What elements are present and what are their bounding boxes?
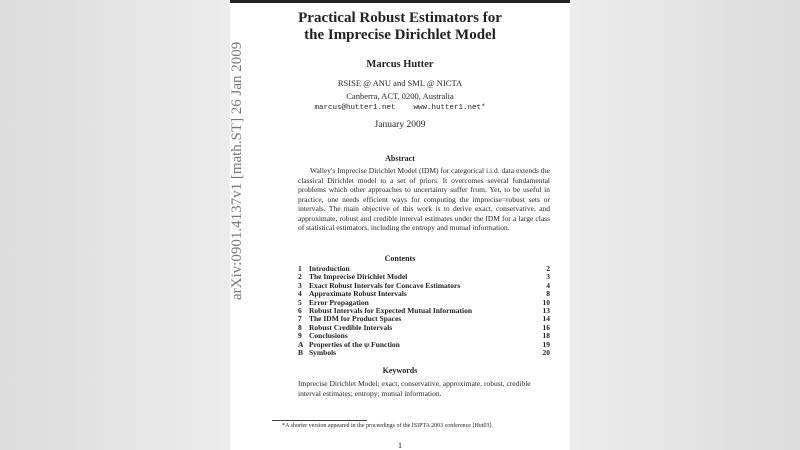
toc-page: 3 — [546, 272, 550, 282]
toc-page: 16 — [542, 322, 550, 332]
table-of-contents — [298, 265, 550, 357]
toc-label: Properties of the ψ Function — [309, 339, 400, 349]
page-number: 1 — [397, 440, 403, 450]
toc-number: A — [298, 339, 304, 349]
toc-number: 3 — [298, 280, 302, 290]
arxiv-stamp: arXiv:0901.4137v1 [math.ST] 26 Jan 2009 — [229, 41, 245, 300]
paper-page — [230, 0, 570, 450]
toc-label: Robust Credible Intervals — [309, 322, 393, 332]
toc-number: B — [298, 347, 304, 357]
toc-page: 19 — [542, 339, 550, 349]
toc-number: 2 — [298, 272, 302, 282]
contact: marcus@hutter1.net www.hutter1.net* — [314, 104, 486, 112]
abstract-heading: Abstract — [385, 154, 415, 163]
title-line-1: Practical Robust Estimators for — [298, 10, 502, 26]
footnote-rule — [272, 420, 367, 421]
address: Canberra, ACT, 0200, Australia — [346, 91, 454, 101]
toc-label: Symbols — [309, 347, 337, 357]
contents-heading: Contents — [384, 254, 416, 263]
toc-label: Exact Robust Intervals for Concave Estimators — [309, 280, 461, 290]
author: Marcus Hutter — [366, 59, 434, 70]
toc-number: 1 — [298, 264, 302, 273]
toc-number: 4 — [298, 289, 302, 299]
toc-number: 8 — [298, 322, 302, 332]
keywords-text: Imprecise Dirichlet Model; exact, conservative, approximate, robust, credible interval estimates; entropy; mutual information. — [298, 379, 531, 398]
toc-page: 13 — [542, 305, 550, 315]
abstract-text: Walley's Imprecise Dirichlet Model (IDM) for categorical i.i.d. data extends the classical Dirichlet model to a set of priors. It overcomes several fundamental problems which other approaches to uncertainty suffer from. Yet, to be useful in practice, one needs efficient ways for computing the imprecise=robust sets or intervals. The main objective of this work is to derive exact, conservative, and approximate, robust and credible interval estimates under the IDM for a large class of statistical estimators, including the entropy and mutual information. — [298, 166, 550, 232]
toc-label: Approximate Robust Intervals — [309, 289, 407, 299]
affiliation: RSISE @ ANU and SML @ NICTA — [337, 78, 463, 88]
toc-label: The Imprecise Dirichlet Model — [309, 272, 408, 282]
top-rule — [230, 0, 570, 3]
title-line-2: the Imprecise Dirichlet Model — [304, 27, 496, 43]
toc-page: 18 — [542, 331, 550, 341]
toc-number: 9 — [298, 331, 302, 341]
toc-page: 4 — [546, 280, 550, 290]
toc-page: 10 — [542, 297, 550, 307]
toc-label: Conclusions — [309, 331, 348, 341]
toc-number: 6 — [298, 305, 302, 315]
keywords-heading: Keywords — [382, 366, 418, 375]
paper-title — [230, 10, 570, 44]
date: January 2009 — [374, 120, 426, 130]
background-left — [0, 0, 230, 450]
toc-page: 2 — [546, 264, 550, 273]
footnote: *A shorter version appeared in the proceedings of the ISIPTA 2003 conference [Hut03]. — [282, 423, 493, 429]
toc-page: 20 — [542, 347, 550, 357]
toc-number: 5 — [298, 297, 302, 307]
toc-label: The IDM for Product Spaces — [309, 314, 402, 324]
toc-number: 7 — [298, 314, 302, 324]
toc-label: Error Propagation — [309, 297, 369, 307]
toc-entry[interactable] — [298, 349, 550, 357]
toc-label: Robust Intervals for Expected Mutual Information — [309, 305, 472, 315]
toc-page: 8 — [546, 289, 550, 299]
background-right — [570, 0, 800, 450]
toc-page: 14 — [542, 314, 550, 324]
toc-label: Introduction — [309, 264, 350, 273]
